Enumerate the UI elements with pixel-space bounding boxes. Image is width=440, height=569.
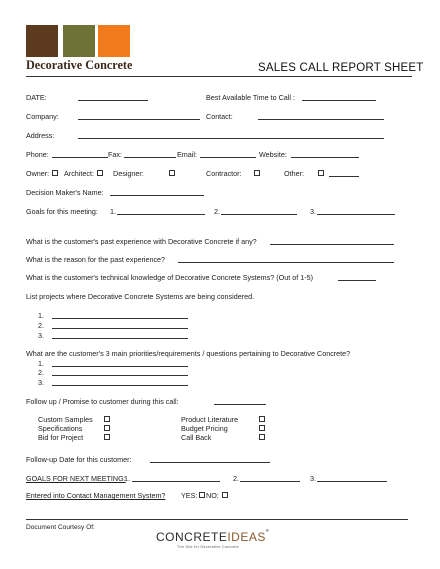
priority-1-number: 1.	[38, 359, 44, 368]
specifications-label: Specifications	[38, 424, 83, 433]
designer-checkbox[interactable]	[169, 170, 175, 176]
address-label: Address:	[26, 131, 55, 140]
next-meeting-goals-label: GOALS FOR NEXT MEETING:	[26, 474, 126, 483]
followup-date-label: Follow-up Date for this customer:	[26, 455, 132, 464]
owner-label: Owner:	[26, 169, 50, 178]
project-3-number: 3.	[38, 331, 44, 340]
next-goal-2-field[interactable]	[240, 481, 300, 482]
priorities-question: What are the customer's 3 main priorities/requirements / questions pertaining to Decorative Concrete?	[26, 349, 351, 358]
other-label: Other:	[284, 169, 304, 178]
followup-date-field[interactable]	[150, 462, 270, 463]
goal-3-field[interactable]	[317, 214, 395, 215]
company-field[interactable]	[78, 119, 200, 120]
call-back-label: Call Back	[181, 433, 212, 442]
next-goal-3-number: 3.	[310, 474, 316, 483]
architect-label: Architect:	[64, 169, 94, 178]
architect-checkbox[interactable]	[97, 170, 103, 176]
project-2-field[interactable]	[52, 328, 188, 329]
next-goal-2-number: 2.	[233, 474, 239, 483]
company-label: Company:	[26, 112, 59, 121]
contractor-checkbox[interactable]	[254, 170, 260, 176]
concreteideas-logo	[156, 528, 269, 549]
priority-2-number: 2.	[38, 368, 44, 377]
no-checkbox[interactable]	[222, 492, 228, 498]
brand-color-square-orange	[98, 25, 130, 57]
followup-heading: Follow up / Promise to customer during this call:	[26, 397, 179, 406]
email-label: Email:	[177, 150, 197, 159]
page-title: SALES CALL REPORT SHEET	[258, 62, 424, 74]
custom-samples-label: Custom Samples	[38, 415, 93, 424]
other-field[interactable]	[329, 176, 359, 177]
date-label: DATE:	[26, 93, 47, 102]
specifications-checkbox[interactable]	[104, 425, 110, 431]
brand-name: Decorative Concrete	[26, 58, 133, 72]
past-experience-field[interactable]	[270, 244, 394, 245]
next-goal-1-field[interactable]	[132, 481, 220, 482]
priority-3-number: 3.	[38, 378, 44, 387]
designer-label: Designer:	[113, 169, 144, 178]
best-time-field[interactable]	[302, 100, 376, 101]
followup-heading-field[interactable]	[214, 404, 266, 405]
contact-label: Contact:	[206, 112, 233, 121]
call-back-checkbox[interactable]	[259, 434, 265, 440]
budget-pricing-label: Budget Pricing	[181, 424, 228, 433]
contact-field[interactable]	[258, 119, 384, 120]
goal-2-field[interactable]	[221, 214, 297, 215]
goals-label: Goals for this meeting:	[26, 207, 98, 216]
product-literature-checkbox[interactable]	[259, 416, 265, 422]
phone-label: Phone:	[26, 150, 49, 159]
past-experience-question: What is the customer's past experience with Decorative Concrete if any?	[26, 237, 257, 246]
next-goal-3-field[interactable]	[317, 481, 387, 482]
logo-wordmark: CONCRETEIDEAS	[156, 530, 266, 544]
fax-label: Fax:	[108, 150, 122, 159]
no-label: NO:	[206, 491, 219, 500]
next-goal-1-number: 1.	[124, 474, 130, 483]
website-label: Website:	[259, 150, 287, 159]
footer-rule	[26, 519, 408, 520]
projects-question: List projects where Decorative Concrete Systems are being considered.	[26, 292, 255, 301]
phone-field[interactable]	[52, 157, 108, 158]
fax-field[interactable]	[124, 157, 176, 158]
bid-for-project-label: Bid for Project	[38, 433, 84, 442]
project-1-number: 1.	[38, 311, 44, 320]
reason-question: What is the reason for the past experience?	[26, 255, 166, 264]
priority-2-field[interactable]	[52, 375, 188, 376]
reason-field[interactable]	[178, 262, 394, 263]
goal-1-field[interactable]	[117, 214, 205, 215]
custom-samples-checkbox[interactable]	[104, 416, 110, 422]
header-rule	[26, 76, 412, 77]
knowledge-field[interactable]	[338, 280, 376, 281]
other-checkbox[interactable]	[318, 170, 324, 176]
email-field[interactable]	[200, 157, 256, 158]
brand-color-square-brown	[26, 25, 58, 57]
project-2-number: 2.	[38, 321, 44, 330]
project-3-field[interactable]	[52, 338, 188, 339]
product-literature-label: Product Literature	[181, 415, 239, 424]
priority-1-field[interactable]	[52, 366, 188, 367]
goal-3-number: 3.	[310, 207, 316, 216]
project-1-field[interactable]	[52, 318, 188, 319]
knowledge-question: What is the customer's technical knowledge of Decorative Concrete Systems? (Out of 1-5)	[26, 273, 313, 282]
decision-maker-field[interactable]	[110, 195, 204, 196]
address-field[interactable]	[78, 138, 384, 139]
yes-label: YES:	[181, 491, 198, 500]
decision-maker-label: Decision Maker's Name:	[26, 188, 104, 197]
contact-management-label: Entered into Contact Management System?	[26, 491, 166, 500]
logo-tagline: The Site for Decorative Concrete	[177, 545, 239, 549]
owner-checkbox[interactable]	[52, 170, 58, 176]
document-courtesy-label: Document Courtesy Of:	[26, 524, 95, 531]
goal-2-number: 2.	[214, 207, 220, 216]
bid-for-project-checkbox[interactable]	[104, 434, 110, 440]
date-field[interactable]	[78, 100, 148, 101]
yes-checkbox[interactable]	[199, 492, 205, 498]
budget-pricing-checkbox[interactable]	[259, 425, 265, 431]
registered-mark: ®	[265, 528, 269, 533]
best-time-label: Best Available Time to Call :	[206, 93, 295, 102]
priority-3-field[interactable]	[52, 385, 188, 386]
brand-color-square-olive	[63, 25, 95, 57]
website-field[interactable]	[291, 157, 359, 158]
goal-1-number: 1.	[110, 207, 116, 216]
contractor-label: Contractor:	[206, 169, 242, 178]
